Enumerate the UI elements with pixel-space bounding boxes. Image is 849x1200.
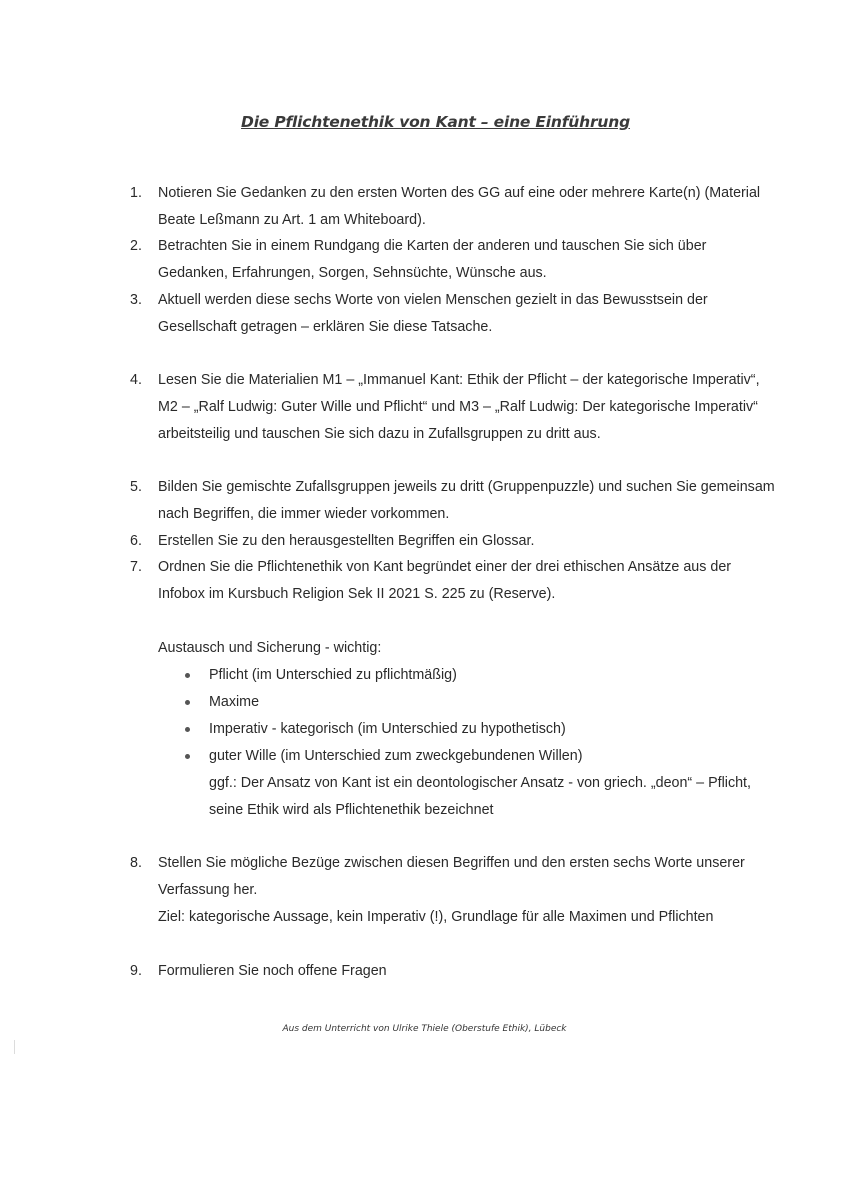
- task-text: Aktuell werden diese sechs Worte von vielen Menschen gezielt in das Bewusstsein der Gesellschaft getragen – erklären Sie diese Tatsache.: [158, 292, 708, 335]
- task-text: Erstellen Sie zu den herausgestellten Begriffen ein Glossar.: [158, 533, 535, 549]
- bullet-text: Imperativ - kategorisch (im Unterschied zu hypothetisch): [209, 721, 566, 737]
- bullet-dot-icon: [185, 673, 190, 678]
- bullet-item: [209, 716, 769, 743]
- task-number: 3.: [130, 292, 142, 308]
- task-number: 9.: [130, 963, 142, 979]
- task-goal-note: Ziel: kategorische Aussage, kein Imperativ (!), Grundlage für alle Maximen und Pflichten: [158, 909, 714, 925]
- task-number: 5.: [130, 479, 142, 495]
- scan-artifact: [14, 1040, 15, 1054]
- exchange-bullet-list: [209, 662, 769, 824]
- bullet-note: ggf.: Der Ansatz von Kant ist ein deontologischer Ansatz - von griech. „deon“ – Pflicht, seine Ethik wird als Pflichtenethik bezeichnet: [209, 775, 751, 818]
- bullet-text: Maxime: [209, 694, 260, 710]
- bullet-dot-icon: [185, 700, 190, 705]
- task-item-6: [130, 528, 778, 555]
- source-footer: Aus dem Unterricht von Ulrike Thiele (Oberstufe Ethik), Lübeck: [282, 1024, 567, 1034]
- task-number: 4.: [130, 372, 142, 388]
- bullet-item: [209, 662, 769, 689]
- task-item-2: [130, 233, 778, 287]
- bullet-item: [209, 689, 769, 716]
- bullet-dot-icon: [185, 727, 190, 732]
- task-text: Notieren Sie Gedanken zu den ersten Worten des GG auf eine oder mehrere Karte(n) (Material Beate Leßmann zu Art. 1 am Whiteboard).: [158, 185, 761, 228]
- task-text: Lesen Sie die Materialien M1 – „Immanuel Kant: Ethik der Pflicht – der kategorische Imperativ“, M2 – „Ralf Ludwig: Guter Wille und Pflicht“ und M3 – „Ralf Ludwig: Der kategorische Imperativ“ arbeitsteilig und tauschen Sie sich dazu in Zufallsgruppen zu dritt aus.: [158, 372, 760, 442]
- exchange-heading: Austausch und Sicherung - wichtig:: [158, 640, 382, 656]
- task-number: 1.: [130, 185, 142, 201]
- task-text: Betrachten Sie in einem Rundgang die Karten der anderen und tauschen Sie sich über Gedanken, Erfahrungen, Sorgen, Sehnsüchte, Wünsche aus.: [158, 238, 707, 281]
- task-item-3: [130, 287, 778, 341]
- task-item-9: [130, 958, 778, 985]
- task-text: Stellen Sie mögliche Bezüge zwischen diesen Begriffen und den ersten sechs Worte unserer Verfassung her.: [158, 855, 745, 898]
- bullet-item: [209, 743, 769, 824]
- task-text: Formulieren Sie noch offene Fragen: [158, 963, 387, 979]
- task-item-5: [130, 474, 778, 528]
- bullet-text: guter Wille (im Unterschied zum zweckgebundenen Willen): [209, 748, 583, 764]
- bullet-dot-icon: [185, 754, 190, 759]
- task-number: 8.: [130, 855, 142, 871]
- task-item-8: [130, 850, 778, 931]
- task-item-1: [130, 180, 778, 234]
- task-text: Bilden Sie gemischte Zufallsgruppen jeweils zu dritt (Gruppenpuzzle) und suchen Sie gemeinsam nach Begriffen, die immer wieder vorkommen.: [158, 479, 775, 522]
- task-item-7: [130, 554, 778, 608]
- task-number: 6.: [130, 533, 142, 549]
- bullet-text: Pflicht (im Unterschied zu pflichtmäßig): [209, 667, 457, 683]
- task-item-4: [130, 367, 778, 448]
- task-number: 2.: [130, 238, 142, 254]
- task-text: Ordnen Sie die Pflichtenethik von Kant begründet einer der drei ethischen Ansätze aus der Infobox im Kursbuch Religion Sek II 2021 S. 225 zu (Reserve).: [158, 559, 732, 602]
- task-number: 7.: [130, 559, 142, 575]
- document-title: Die Pflichtenethik von Kant – eine Einführung: [241, 113, 630, 131]
